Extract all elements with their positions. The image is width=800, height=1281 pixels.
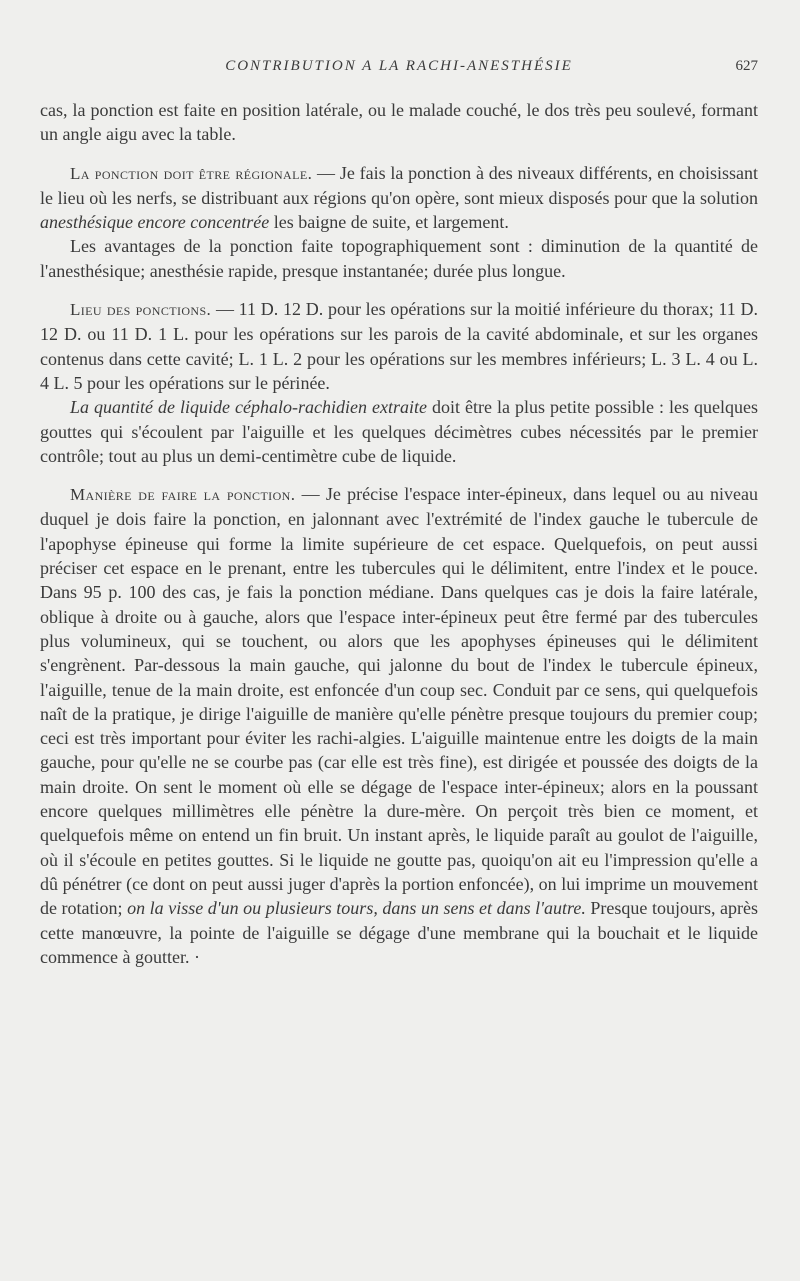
section-heading-maniere: Manière de faire la ponction. [70,485,296,505]
emphasis-anesthesique: anesthésique encore concentrée [40,212,270,233]
paragraph-quantite-liquide: La quantité de liquide céphalo-rachidien extraite doit être la plus petite possible : les quelques gouttes qui s'écoulent par l'aiguille et les quelques décimètres cubes nécessités par le premier contrôle; tout au plus un demi-centimètre cube de liquide. [40,397,759,466]
section-heading-regionale: La ponction doit être régionale. [70,163,313,183]
running-title: CONTRIBUTION A LA RACHI-ANESTHÉSIE [225,58,573,74]
emphasis-quantite: La quantité de liquide céphalo-rachidien extraite [70,397,427,418]
paragraph-ponction-regionale: La ponction doit être régionale. — Je fais la ponction à des niveaux différents, en choisissant le lieu où les nerfs, se distribuant aux régions qu'on opère, sont mieux disposés pour que la solution anesthésique encore concentrée les baigne de suite, et largement. [40,162,759,233]
paragraph-avantages: Les avantages de la ponction faite topographiquement sont : diminution de la quantité de l'anesthésique; anesthésie rapide, presque instantanée; durée plus longue. [40,236,758,281]
page-body [40,98,758,969]
paragraph-continuation: cas, la ponction est faite en position latérale, ou le malade couché, le dos très peu soulevé, formant un angle aigu avec la table. [40,100,758,145]
emphasis-visse: on la visse d'un ou plusieurs tours, dans un sens et dans l'autre. [127,898,586,919]
paragraph-maniere-ponction: Manière de faire la ponction. — Je précise l'espace inter-épineux, dans lequel ou au niveau duquel je dois faire la ponction, en jalonnant avec l'extrémité de l'index gauche le tubercule de l'apophyse épineuse qui forme la limite supérieure de cet espace. Quelquefois, on peut aussi préciser cet espace en le prenant, entre les tubercules qui le délimitent, entre l'index et le pouce. Dans 95 p. 100 des cas, je fais la ponction médiane. Dans quelques cas je dois la faire latérale, oblique à droite ou à gauche, alors que l'espace inter-épineux peut être fermé par des tubercules plus volumineux, qui se touchent, ou alors que les apophyses épineuses qui le délimitent s'engrènent. Par-dessous la main gauche, qui jalonne du bout de l'index le tubercule épineux, l'aiguille, tenue de la main droite, est enfoncée d'un coup sec. Conduit par ce sens, qui quelquefois naît de la pratique, je dirige l'aiguille de manière qu'elle pénètre presque toujours du premier coup; ceci est très important pour éviter les rachi-algies. L'aiguille maintenue entre les doigts de la main gauche, pour qu'elle ne se courbe pas (car elle est très fine), est dirigée et poussée des doigts de la main droite. On sent le moment où elle se dégage de l'espace inter-épineux; alors en la poussant encore quelques millimètres elle pénètre la dure-mère. On perçoit très bien ce moment, et quelquefois même on entend un fin bruit. Un instant après, le liquide paraît au goulot de l'aiguille, où il s'écoule en petites gouttes. Si le liquide ne goutte pas, quoiqu'on ait eu l'impression qu'elle a dû pénétrer (ce dont on peut aussi juger d'après la portion enfoncée), on lui imprime un mouvement de rotation; on la visse d'un ou plusieurs tours, dans un sens et dans l'autre. Presque toujours, après cette manœuvre, la pointe de l'aiguille se dégage d'une membrane qui la bouchait et le liquide commence à goutter. · [40,484,759,967]
running-head [40,58,758,82]
page-number: 627 [735,58,758,74]
section-heading-lieu: Lieu des ponctions. [70,300,212,320]
paragraph-lieu-ponctions: Lieu des ponctions. — 11 D. 12 D. pour les opérations sur la moitié inférieure du thorax; 11 D. 12 D. ou 11 D. 1 L. pour les opérations sur les parois de la cavité abdominale, et sur les organes contenus dans cette cavité; L. 1 L. 2 pour les opérations sur les membres inférieurs; L. 3 L. 4 ou L. 4 L. 5 pour les opérations sur le périnée. [40,299,758,393]
